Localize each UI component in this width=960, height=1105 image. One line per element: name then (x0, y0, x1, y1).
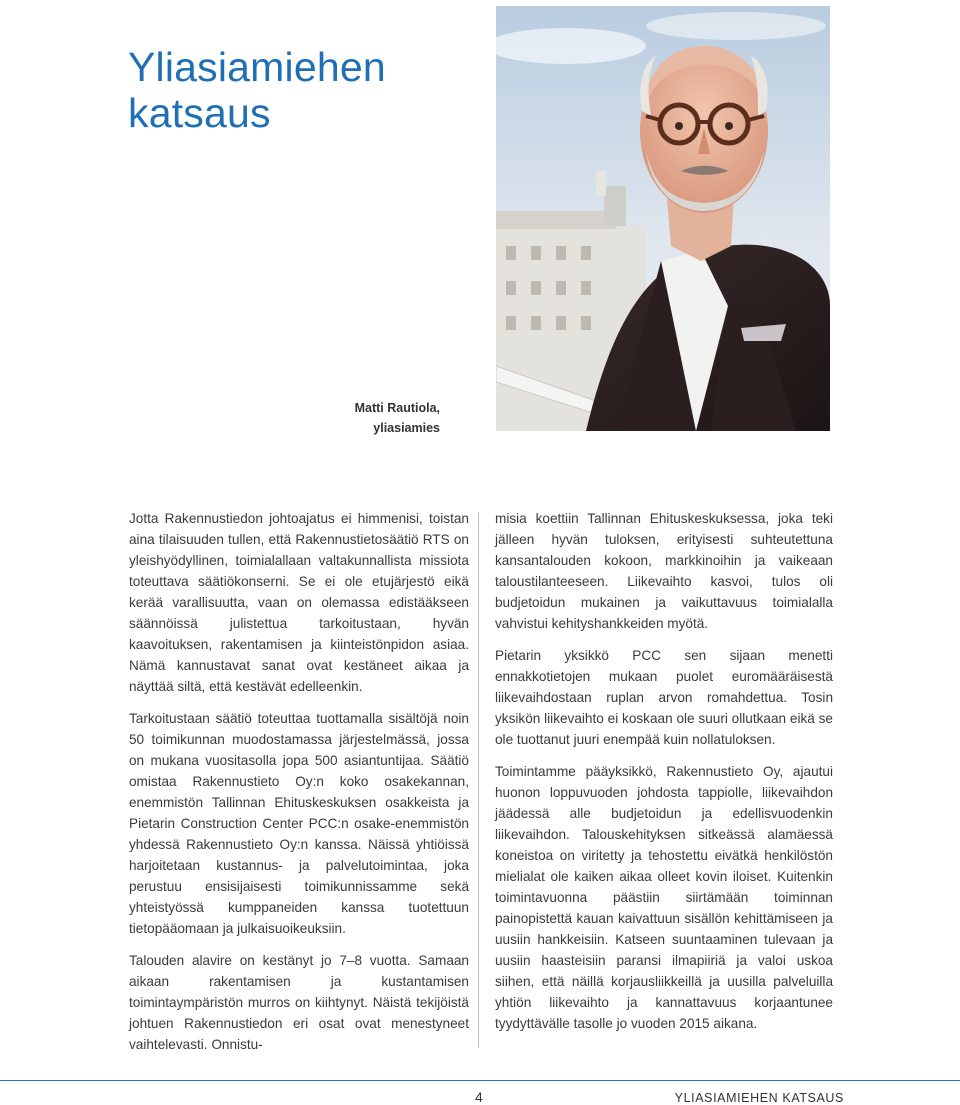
paragraph: Toimintamme pääyksikkö, Rakennustieto Oy, ajautui huonon loppuvuoden johdosta tappiolle, liikevaihdon jäädessä alle budjetoidun ja edellisvuodenkin liikevaihdon. Talouskehityksen sitkeässä alamäessä koneistoa on viritetty ja tehostettu eivätkä henkilöstön mielialat ole kaiken aikaa olleet kovin iloiset. Kuitenkin toimintavuonna päästiin siirtämään toiminnan painopistettä kauan kaivattuun sisällön kehittämiseen ja uusiin hankkeisiin. Katseen suuntaaminen tulevaan ja uusiin haasteisiin paransi ilmapiiriä ja valoi uskoa siihen, että näillä korjausliikkeillä ja uusilla palveluilla yhtiön liikevaihto ja kannattavuus korjaantunee tyydyttävälle tasolle jo vuoden 2015 aikana. (495, 764, 833, 1031)
page-title-line-2: katsaus (128, 90, 271, 136)
text-column-right (495, 508, 833, 1045)
page-number: 4 (475, 1089, 483, 1105)
paragraph: Pietarin yksikkö PCC sen sijaan menetti ennakkotietojen mukaan puolet euromääräisestä liikevaihdostaan ruplan arvon romahdettua. Tosin yksikön liikevaihto ei koskaan ole suuri ollutkaan eikä se ole tuottanut juuri enempää kuin nollatuloksen. (495, 648, 833, 747)
caption-role: yliasiamies (373, 421, 440, 435)
page-title (128, 44, 386, 136)
paragraph: Jotta Rakennustiedon johtoajatus ei himmenisi, toistan aina tilaisuuden tullen, että Rakennustietosäätiö RTS on yleishyödyllinen, toimialallaan valtakunnallista missiota toteuttava säätiökonserni. Se ei ole etujärjestö eikä kerää varallisuutta, vaan on olemassa edistääkseen säännöissä julistettua tarkoitustaan, hyvän kaavoituksen, rakentamisen ja kiinteistönpidon asiaa. Nämä kannustavat sanat ovat kestäneet aikaa ja näyttää siltä, että kestävät edelleenkin. (129, 511, 469, 694)
paragraph: Talouden alavire on kestänyt jo 7–8 vuotta. Samaan aikaan rakentamisen ja kustantamisen toimintaympäristön murros on kiihtynyt. Näistä tekijöistä johtuen Rakennustiedon eri osat ovat menestyneet vaihtelevasti. Onnistu- (129, 953, 469, 1052)
photo-caption (355, 398, 440, 438)
portrait-photo (496, 6, 830, 431)
text-column-left (129, 508, 469, 1066)
paragraph: Tarkoitustaan säätiö toteuttaa tuottamalla sisältöjä noin 50 toimikunnan muodostamassa järjestelmässä, jossa on mukana vuositasolla jopa 500 asiantuntijaa. Säätiö omistaa Rakennustieto Oy:n koko osakekannan, enemmistön Tallinnan Ehituskeskuksen osakkeista ja Pietarin Construction Center PCC:n osake-enemmistön yhdessä Rakennustieto Oy:n kanssa. Näissä yhtiöissä harjoitetaan kustannus- ja palvelutoimintaa, joka perustuu ensisijaisesti toimikunnissamme sekä yhteistyössä kumppaneiden kanssa tuotettuun tietopääomaan ja julkaisuoikeuksiin. (129, 711, 469, 936)
footer-rule (0, 1080, 960, 1081)
column-divider (478, 512, 479, 1048)
page-title-line-1: Yliasiamiehen (128, 44, 386, 90)
paragraph: misia koettiin Tallinnan Ehituskeskuksessa, joka teki jälleen hyvän tuloksen, erityisesti suhteutettuna kansantalouden kokoon, markkinoihin ja vaikeaan taloustilanteeseen. Liikevaihto kasvoi, tulos oli budjetoidun mukainen ja vaikuttavuus toimialalla vahvistui kehityshankkeiden myötä. (495, 511, 833, 631)
caption-name: Matti Rautiola, (354, 401, 440, 415)
footer-section-title: YLIASIAMIEHEN KATSAUS (674, 1091, 844, 1105)
portrait-illustration (496, 6, 830, 431)
